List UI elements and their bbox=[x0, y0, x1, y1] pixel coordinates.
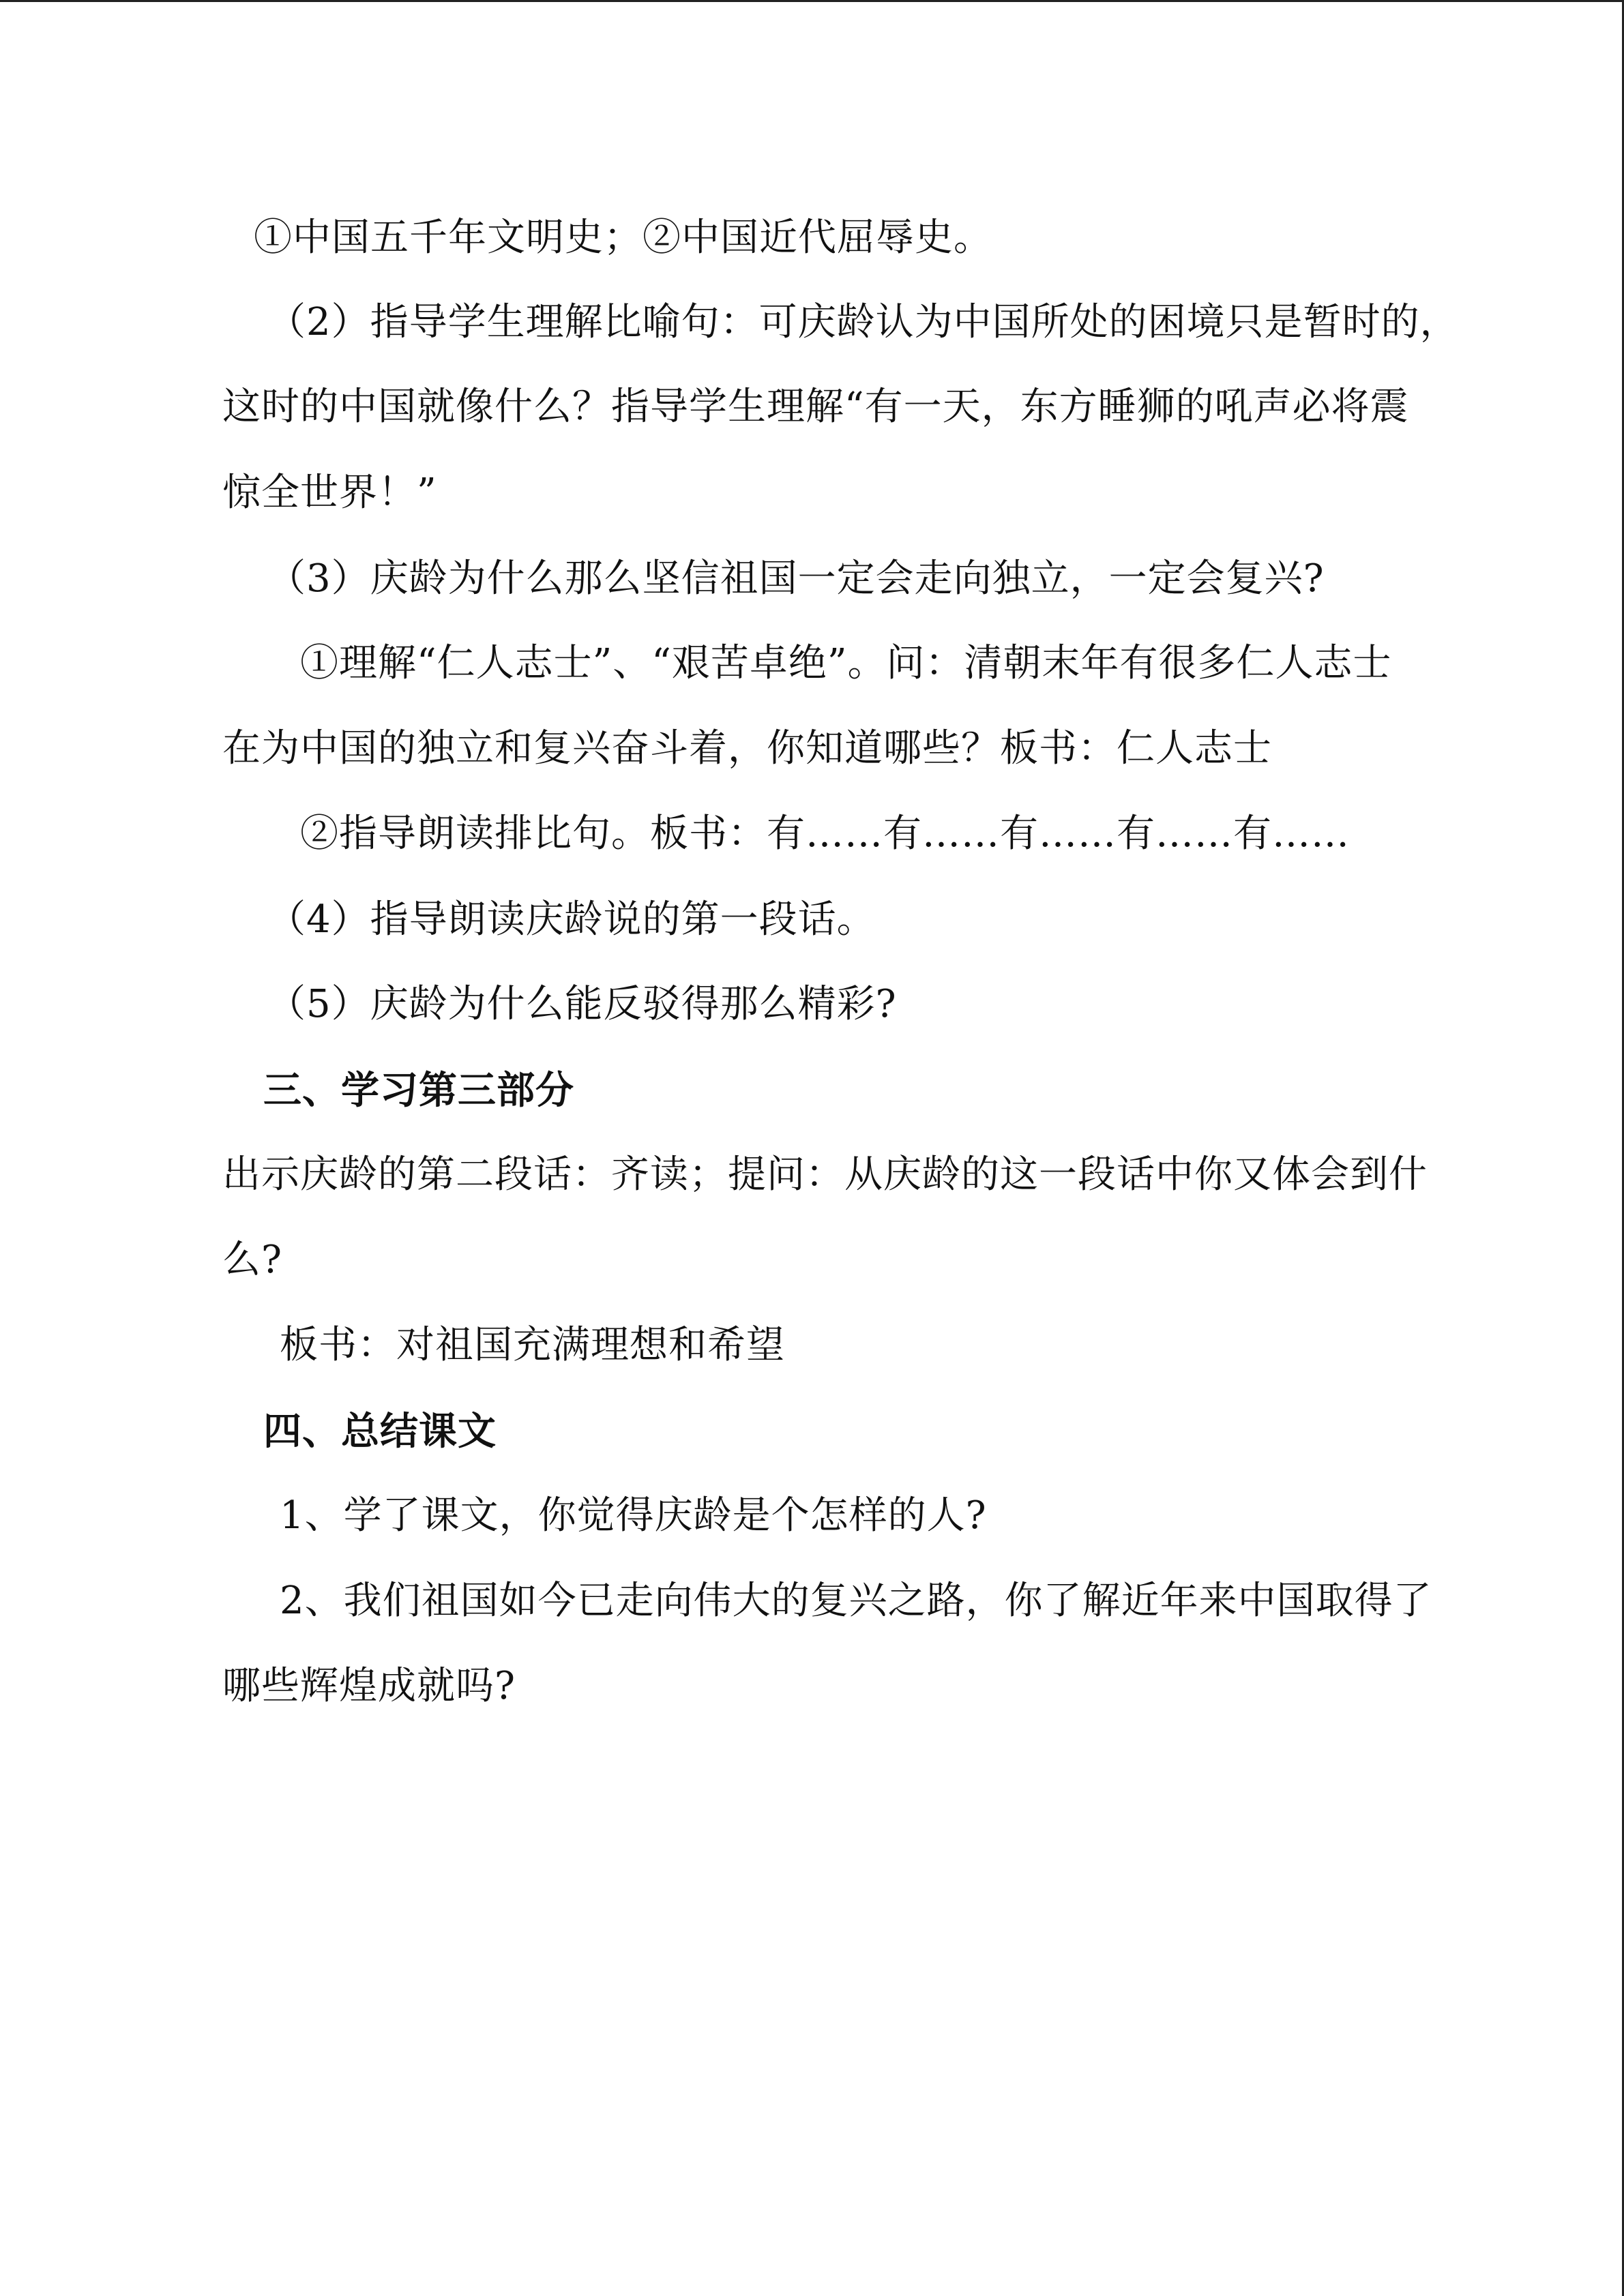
body-line-2: （2）指导学生理解比喻句：可庆龄认为中国所处的困境只是暂时的， bbox=[267, 300, 1459, 344]
body-line-1: ①中国五千年文明史；②中国近代屈辱史。 bbox=[254, 215, 992, 260]
body-line-4: 惊全世界！” bbox=[222, 471, 437, 515]
body-line-7: 在为中国的独立和复兴奋斗着，你知道哪些？板书：仁人志士 bbox=[222, 726, 1272, 771]
section-heading-3: 三、学习第三部分 bbox=[263, 1068, 574, 1113]
body-line-8: ②指导朗读排比句。板书：有……有……有……有……有…… bbox=[300, 811, 1350, 856]
body-line-9: （4）指导朗读庆龄说的第一段话。 bbox=[267, 897, 876, 942]
body-line-10: （5）庆龄为什么能反驳得那么精彩? bbox=[267, 982, 897, 1026]
body-line-5: （3）庆龄为什么那么坚信祖国一定会走向独立，一定会复兴? bbox=[267, 556, 1325, 601]
body-line-15: 2、我们祖国如今已走向伟大的复兴之路，你了解近年来中国取得了 bbox=[280, 1579, 1432, 1623]
body-line-16: 哪些辉煌成就吗? bbox=[222, 1664, 516, 1708]
body-line-14: 1、学了课文，你觉得庆龄是个怎样的人? bbox=[280, 1493, 987, 1538]
body-line-6: ①理解“仁人志士”、“艰苦卓绝”。问：清朝末年有很多仁人志士 bbox=[300, 641, 1392, 685]
body-line-12: 么? bbox=[222, 1238, 283, 1282]
section-heading-4: 四、总结课文 bbox=[263, 1409, 497, 1454]
body-line-11: 出示庆龄的第二段话：齐读；提问：从庆龄的这一段话中你又体会到什 bbox=[222, 1152, 1428, 1197]
body-line-3: 这时的中国就像什么？指导学生理解“有一天，东方睡狮的吼声必将震 bbox=[222, 385, 1409, 429]
body-line-13: 板书：对祖国充满理想和希望 bbox=[280, 1323, 785, 1367]
